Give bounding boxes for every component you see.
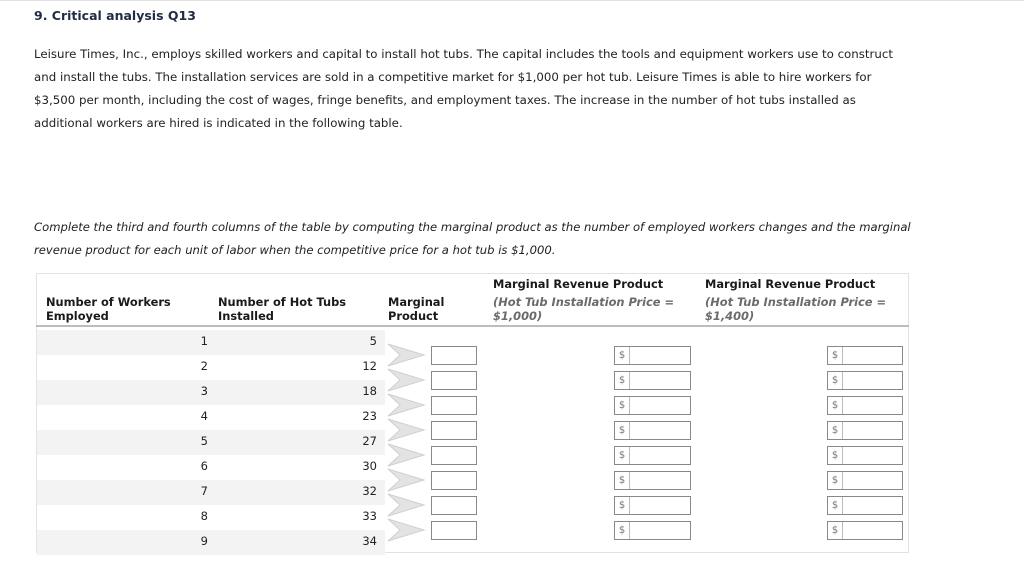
dollar-sign-icon: $ xyxy=(615,522,630,539)
workers-value: 2 xyxy=(200,359,208,373)
mrp-1400-input[interactable] xyxy=(827,396,903,415)
workers-value: 4 xyxy=(200,409,208,423)
mrp-1400-input[interactable] xyxy=(827,421,903,440)
mrp-1000-input[interactable] xyxy=(614,346,691,365)
arrow-icon xyxy=(386,442,426,468)
mrp-1000-input[interactable] xyxy=(614,421,691,440)
marginal-product-input[interactable] xyxy=(431,521,477,540)
marginal-product-input[interactable] xyxy=(431,346,477,365)
mrp-1000-input[interactable] xyxy=(614,446,691,465)
mrp-1400-input[interactable] xyxy=(827,496,903,515)
header-tubs: Number of Hot Tubs Installed xyxy=(218,295,347,323)
dollar-sign-icon: $ xyxy=(828,447,843,464)
tubs-value: 27 xyxy=(362,434,377,448)
dollar-sign-icon: $ xyxy=(615,472,630,489)
marginal-product-input[interactable] xyxy=(431,471,477,490)
arrow-icon xyxy=(386,392,426,418)
mrp-1400-input[interactable] xyxy=(827,346,903,365)
marginal-product-input[interactable] xyxy=(431,396,477,415)
tubs-value: 23 xyxy=(362,409,377,423)
tubs-value: 12 xyxy=(362,359,377,373)
arrow-icon xyxy=(386,517,426,543)
header-mrp-1400-title: Marginal Revenue Product xyxy=(705,277,876,291)
dollar-sign-icon: $ xyxy=(828,347,843,364)
mrp-1400-input[interactable] xyxy=(827,446,903,465)
workers-value: 3 xyxy=(200,384,208,398)
workers-value: 6 xyxy=(200,459,208,473)
marginal-product-input[interactable] xyxy=(431,371,477,390)
marginal-product-input[interactable] xyxy=(431,496,477,515)
marginal-product-input[interactable] xyxy=(431,421,477,440)
tubs-value: 34 xyxy=(362,534,377,548)
header-mrp-1400 xyxy=(705,277,900,323)
mrp-1400-input[interactable] xyxy=(827,371,903,390)
workers-value: 7 xyxy=(200,484,208,498)
dollar-sign-icon: $ xyxy=(828,422,843,439)
top-divider xyxy=(0,0,1024,1)
header-divider xyxy=(36,325,909,327)
workers-value: 5 xyxy=(200,434,208,448)
mrp-1000-input[interactable] xyxy=(614,371,691,390)
arrow-icon xyxy=(386,342,426,368)
mrp-1000-input[interactable] xyxy=(614,496,691,515)
tubs-value: 32 xyxy=(362,484,377,498)
dollar-sign-icon: $ xyxy=(828,522,843,539)
dollar-sign-icon: $ xyxy=(615,372,630,389)
workers-value: 8 xyxy=(200,509,208,523)
dollar-sign-icon: $ xyxy=(615,397,630,414)
header-marginal-product: Marginal Product xyxy=(388,295,445,323)
dollar-sign-icon: $ xyxy=(615,422,630,439)
dollar-sign-icon: $ xyxy=(828,372,843,389)
arrow-icon xyxy=(386,467,426,493)
dollar-sign-icon: $ xyxy=(615,497,630,514)
header-mrp-1000-title: Marginal Revenue Product xyxy=(493,277,664,291)
tubs-value: 30 xyxy=(362,459,377,473)
tubs-value: 33 xyxy=(362,509,377,523)
mrp-1000-input[interactable] xyxy=(614,521,691,540)
dollar-sign-icon: $ xyxy=(615,447,630,464)
dollar-sign-icon: $ xyxy=(615,347,630,364)
mrp-1000-input[interactable] xyxy=(614,396,691,415)
arrow-icon xyxy=(386,367,426,393)
header-mrp-1400-subtitle: (Hot Tub Installation Price = $1,400) xyxy=(705,295,887,323)
workers-value: 9 xyxy=(200,534,208,548)
arrow-icon xyxy=(386,492,426,518)
mrp-1000-input[interactable] xyxy=(614,471,691,490)
dollar-sign-icon: $ xyxy=(828,397,843,414)
intro-paragraph: Leisure Times, Inc., employs skilled workers and capital to install hot tubs. The capital includes the tools and equipment workers use to construct and install the tubs. The installation services are sold in a competitive market for $1,000 per hot tub. Leisure Times is able to hire workers for $3,500 per month, including the cost of wages, fringe benefits, and employment taxes. The increase in the number of hot tubs installed as additional workers are hired is indicated in the following table. xyxy=(34,47,893,130)
header-mrp-1000-subtitle: (Hot Tub Installation Price = $1,000) xyxy=(493,295,675,323)
dollar-sign-icon: $ xyxy=(828,472,843,489)
instruction-paragraph: Complete the third and fourth columns of the table by computing the marginal product as the number of employed workers changes and the marginal revenue product for each unit of labor when the competitive price for a hot tub is $1,000. xyxy=(34,220,911,257)
arrow-icon xyxy=(386,417,426,443)
header-mrp-1000 xyxy=(493,277,693,323)
header-workers: Number of Workers Employed xyxy=(46,295,171,323)
marginal-product-input[interactable] xyxy=(431,446,477,465)
mrp-1400-input[interactable] xyxy=(827,471,903,490)
mrp-1400-input[interactable] xyxy=(827,521,903,540)
workers-value: 1 xyxy=(200,334,208,348)
tubs-value: 18 xyxy=(362,384,377,398)
question-title: 9. Critical analysis Q13 xyxy=(34,8,196,23)
dollar-sign-icon: $ xyxy=(828,497,843,514)
tubs-value: 5 xyxy=(369,334,377,348)
